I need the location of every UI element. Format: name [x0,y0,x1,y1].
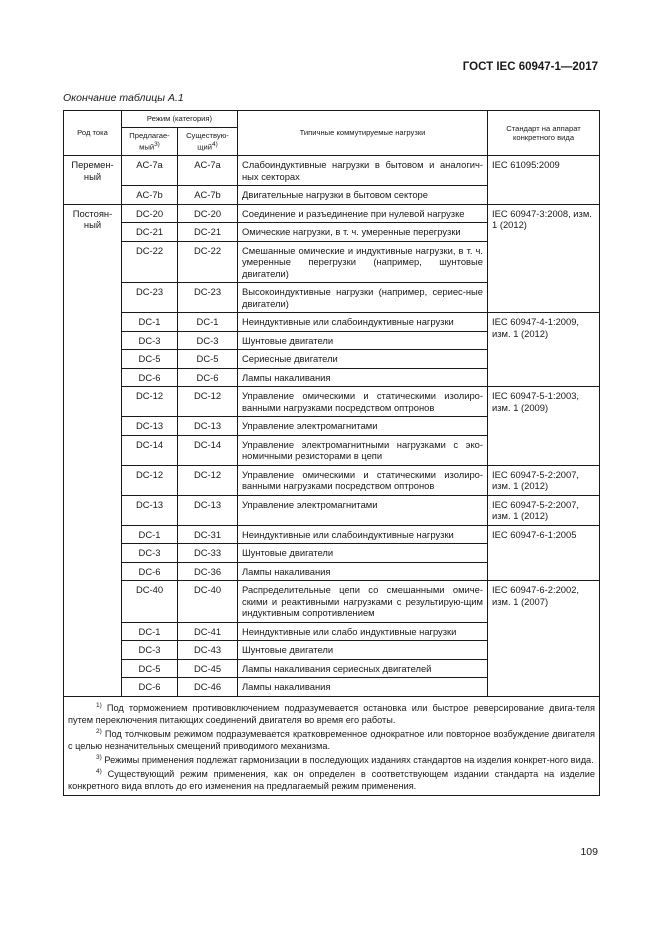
footnote: $^{2)}$ Под толчковым режимом подразумевается кратковременное однократное или повторное возбуждение двигателя с целью незначительных смещений приводимого механизма. [68,727,595,751]
standard-cell: IEC 60947-3:2008, изм. 1 (2012) [488,204,600,313]
existing-cell: DC-46 [178,678,238,697]
loads-cell: Управление электромагнитами [238,417,488,436]
page-number: 109 [580,846,598,858]
table-row [64,581,600,623]
loads-cell: Слабоиндуктивные нагрузки в бытовом и аналогич-ных секторах [238,156,488,186]
existing-cell: DC-36 [178,562,238,581]
proposed-cell: DC-23 [122,283,178,313]
proposed-cell: DC-6 [122,562,178,581]
table-row [64,387,600,417]
standard-cell: IEC 60947-6-1:2005 [488,525,600,581]
loads-cell: Неиндуктивные или слабоиндуктивные нагрузки [238,313,488,332]
existing-cell: DC-41 [178,622,238,641]
standard-cell: IEC 60947-4-1:2009, изм. 1 (2012) [488,313,600,387]
proposed-cell: DC-5 [122,350,178,369]
existing-cell: DC-12 [178,465,238,495]
proposed-cell: DC-13 [122,417,178,436]
proposed-cell: DC-40 [122,581,178,623]
loads-cell: Лампы накаливания сериесных двигателей [238,659,488,678]
proposed-cell: DC-1 [122,313,178,332]
loads-cell: Управление электромагнитными нагрузками с эко-номичными резисторами в цепи [238,435,488,465]
standard-cell: IEC 60947-5-2:2007, изм. 1 (2012) [488,495,600,525]
header-proposed: Предлагае-мый$^{3)}$ [122,127,178,156]
current-dc: Постоян-ный [64,204,122,696]
document-header: ГОСТ IEC 60947-1—2017 [462,61,598,73]
existing-cell: DC-33 [178,544,238,563]
loads-cell: Неиндуктивные или слабо индуктивные нагрузки [238,622,488,641]
loads-cell: Сериесные двигатели [238,350,488,369]
standard-cell: IEC 61095:2009 [488,156,600,205]
footnotes [64,696,600,795]
category-table [63,110,600,796]
existing-cell: DC-13 [178,417,238,436]
loads-cell: Лампы накаливания [238,678,488,697]
loads-cell: Шунтовые двигатели [238,331,488,350]
existing-cell: DC-14 [178,435,238,465]
current-ac: Перемен-ный [64,156,122,205]
proposed-cell: AC-7a [122,156,178,186]
proposed-cell: DC-21 [122,223,178,242]
existing-cell: DC-1 [178,313,238,332]
header-standard: Стандарт на аппарат конкретного вида [488,111,600,156]
existing-cell: DC-22 [178,241,238,283]
existing-cell: DC-40 [178,581,238,623]
existing-cell: DC-12 [178,387,238,417]
table-row [64,465,600,495]
loads-cell: Высокоиндуктивные нагрузки (например, сериес-ные двигатели) [238,283,488,313]
loads-cell: Управление омическими и статическими изолиро-ванными нагрузками посредством оптронов [238,465,488,495]
loads-cell: Лампы накаливания [238,368,488,387]
proposed-cell: DC-5 [122,659,178,678]
proposed-cell: DC-3 [122,331,178,350]
existing-cell: DC-5 [178,350,238,369]
proposed-cell: DC-3 [122,641,178,660]
loads-cell: Распределительные цепи со смешанными омиче-скими и реактивными нагрузками с результирую-щим индуктивным сопротивлением [238,581,488,623]
proposed-cell: DC-12 [122,387,178,417]
footnote: $^{4)}$ Существующий режим применения, как он определен в соответствующем издании стандарта на изделие конкретного вида вплоть до его изменения на предлагаемый режим применения. [68,767,595,791]
existing-cell: DC-3 [178,331,238,350]
existing-cell: DC-20 [178,204,238,223]
table-row [64,313,600,332]
header-mode: Режим (категория) [122,111,238,128]
loads-cell: Шунтовые двигатели [238,544,488,563]
proposed-cell: DC-1 [122,525,178,544]
proposed-cell: DC-3 [122,544,178,563]
proposed-cell: DC-20 [122,204,178,223]
existing-cell: DC-31 [178,525,238,544]
proposed-cell: AC-7b [122,186,178,205]
table-row [64,156,600,186]
existing-cell: AC-7b [178,186,238,205]
loads-cell: Управление омическими и статическими изолиро-ванными нагрузками посредством оптронов [238,387,488,417]
standard-cell: IEC 60947-5-1:2003, изм. 1 (2009) [488,387,600,466]
loads-cell: Омические нагрузки, в т. ч. умеренные перегрузки [238,223,488,242]
footnotes-row [64,696,600,795]
existing-cell: DC-43 [178,641,238,660]
table-row [64,204,600,223]
footnote: $^{3)}$ Режимы применения подлежат гармонизации в последующих изданиях стандартов на изделия конкрет-ного вида. [96,753,594,765]
proposed-cell: DC-6 [122,678,178,697]
header-loads: Типичные коммутируемые нагрузки [238,111,488,156]
proposed-cell: DC-12 [122,465,178,495]
footnote: $^{1)}$ Под торможением противовключением подразумевается остановка или быстрое реверсирование двига-теля путем переключения питающих соединений двигателя во время его работы. [68,701,595,725]
standard-cell: IEC 60947-5-2:2007, изм. 1 (2012) [488,465,600,495]
proposed-cell: DC-22 [122,241,178,283]
loads-cell: Двигательные нагрузки в бытовом секторе [238,186,488,205]
table-row [64,525,600,544]
standard-cell: IEC 60947-6-2:2002, изм. 1 (2007) [488,581,600,697]
header-current: Род тока [64,111,122,156]
loads-cell: Лампы накаливания [238,562,488,581]
existing-cell: DC-13 [178,495,238,525]
proposed-cell: DC-1 [122,622,178,641]
proposed-cell: DC-13 [122,495,178,525]
header-existing: Существую-щий$^{4)}$ [178,127,238,156]
existing-cell: DC-21 [178,223,238,242]
proposed-cell: DC-6 [122,368,178,387]
loads-cell: Шунтовые двигатели [238,641,488,660]
table-caption: Окончание таблицы А.1 [63,92,184,104]
existing-cell: AC-7a [178,156,238,186]
loads-cell: Смешанные омические и индуктивные нагрузки, в т. ч. умеренные перегрузки (например, шунтовые двигатели) [238,241,488,283]
loads-cell: Соединение и разъединение при нулевой нагрузке [238,204,488,223]
existing-cell: DC-23 [178,283,238,313]
loads-cell: Управление электромагнитами [238,495,488,525]
loads-cell: Неиндуктивные или слабоиндуктивные нагрузки [238,525,488,544]
existing-cell: DC-45 [178,659,238,678]
proposed-cell: DC-14 [122,435,178,465]
table-row [64,495,600,525]
existing-cell: DC-6 [178,368,238,387]
